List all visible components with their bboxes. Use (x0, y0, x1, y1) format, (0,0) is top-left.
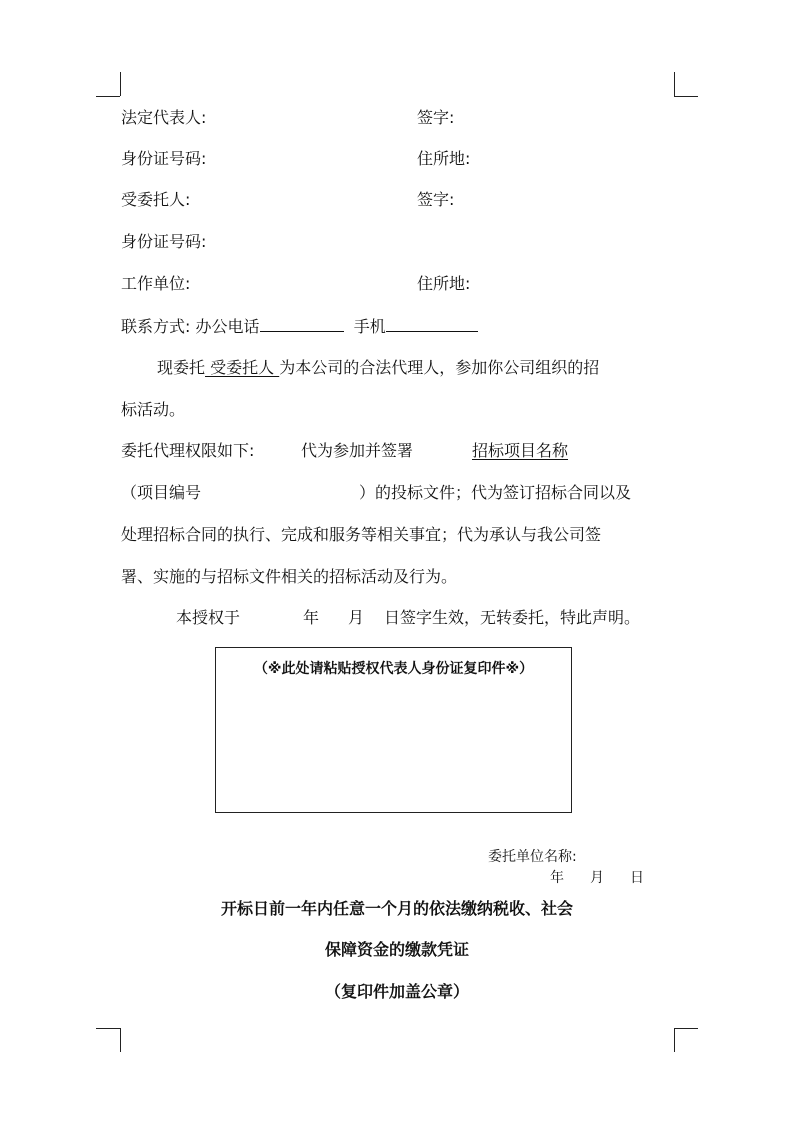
scope-line-c: 署、实施的与招标文件相关的招标活动及行为。 (121, 567, 458, 586)
entrust-paragraph-line1 (157, 357, 599, 379)
project-no-open: （项目编号 (121, 483, 202, 502)
section-title-line2: 保障资金的缴款凭证 (324, 940, 469, 959)
auth-year: 年 (303, 608, 320, 627)
section-title-line1: 开标日前一年内任意一个月的依法缴纳税收、社会 (220, 899, 573, 918)
mobile-blank[interactable] (386, 315, 478, 332)
entrust-paragraph-line2: 标活动。 (121, 400, 186, 419)
id-copy-box (215, 647, 572, 813)
unit-name-label: 委托单位名称: (488, 849, 577, 865)
auth-day-text: 日签字生效，无转委托，特此声明。 (384, 608, 641, 627)
auth-month: 月 (348, 608, 365, 627)
address-label-2: 住所地: (417, 274, 471, 293)
entrust-prefix: 现委托 (157, 358, 206, 377)
auth-prefix: 本授权于 (176, 608, 241, 627)
entrusted-name: 受委托人 (205, 358, 280, 377)
id-copy-caption: （※此处请粘贴授权代表人身份证复印件※） (253, 661, 534, 677)
section-note: （复印件加盖公章） (324, 982, 469, 1001)
scope-label: 委托代理权限如下: (121, 441, 255, 460)
footer-day: 日 (630, 870, 644, 886)
contact-line (121, 315, 478, 338)
signature-label-1: 签字: (417, 108, 455, 127)
legal-rep-label: 法定代表人: (121, 108, 207, 127)
address-label-1: 住所地: (417, 149, 471, 168)
entrusted-label: 受委托人: (121, 190, 191, 209)
office-phone-blank[interactable] (260, 315, 344, 332)
project-no-close: ）的投标文件；代为签订招标合同以及 (359, 483, 632, 502)
footer-year: 年 (550, 870, 564, 886)
mobile-label: 手机 (353, 317, 386, 336)
office-phone-label: 办公电话 (195, 317, 260, 336)
id-number-label-2: 身份证号码: (121, 232, 207, 251)
signature-label-2: 签字: (417, 190, 455, 209)
scope-line-b: 处理招标合同的执行、完成和服务等相关事宜；代为承认与我公司签 (121, 525, 602, 544)
project-name: 招标项目名称 (472, 441, 569, 460)
entrust-suffix: 为本公司的合法代理人，参加你公司组织的招 (279, 358, 600, 377)
contact-label: 联系方式: (121, 317, 191, 336)
work-unit-label: 工作单位: (121, 274, 191, 293)
footer-month: 月 (590, 870, 604, 886)
scope-text: 代为参加并签署 (301, 441, 414, 460)
id-number-label-1: 身份证号码: (121, 149, 207, 168)
